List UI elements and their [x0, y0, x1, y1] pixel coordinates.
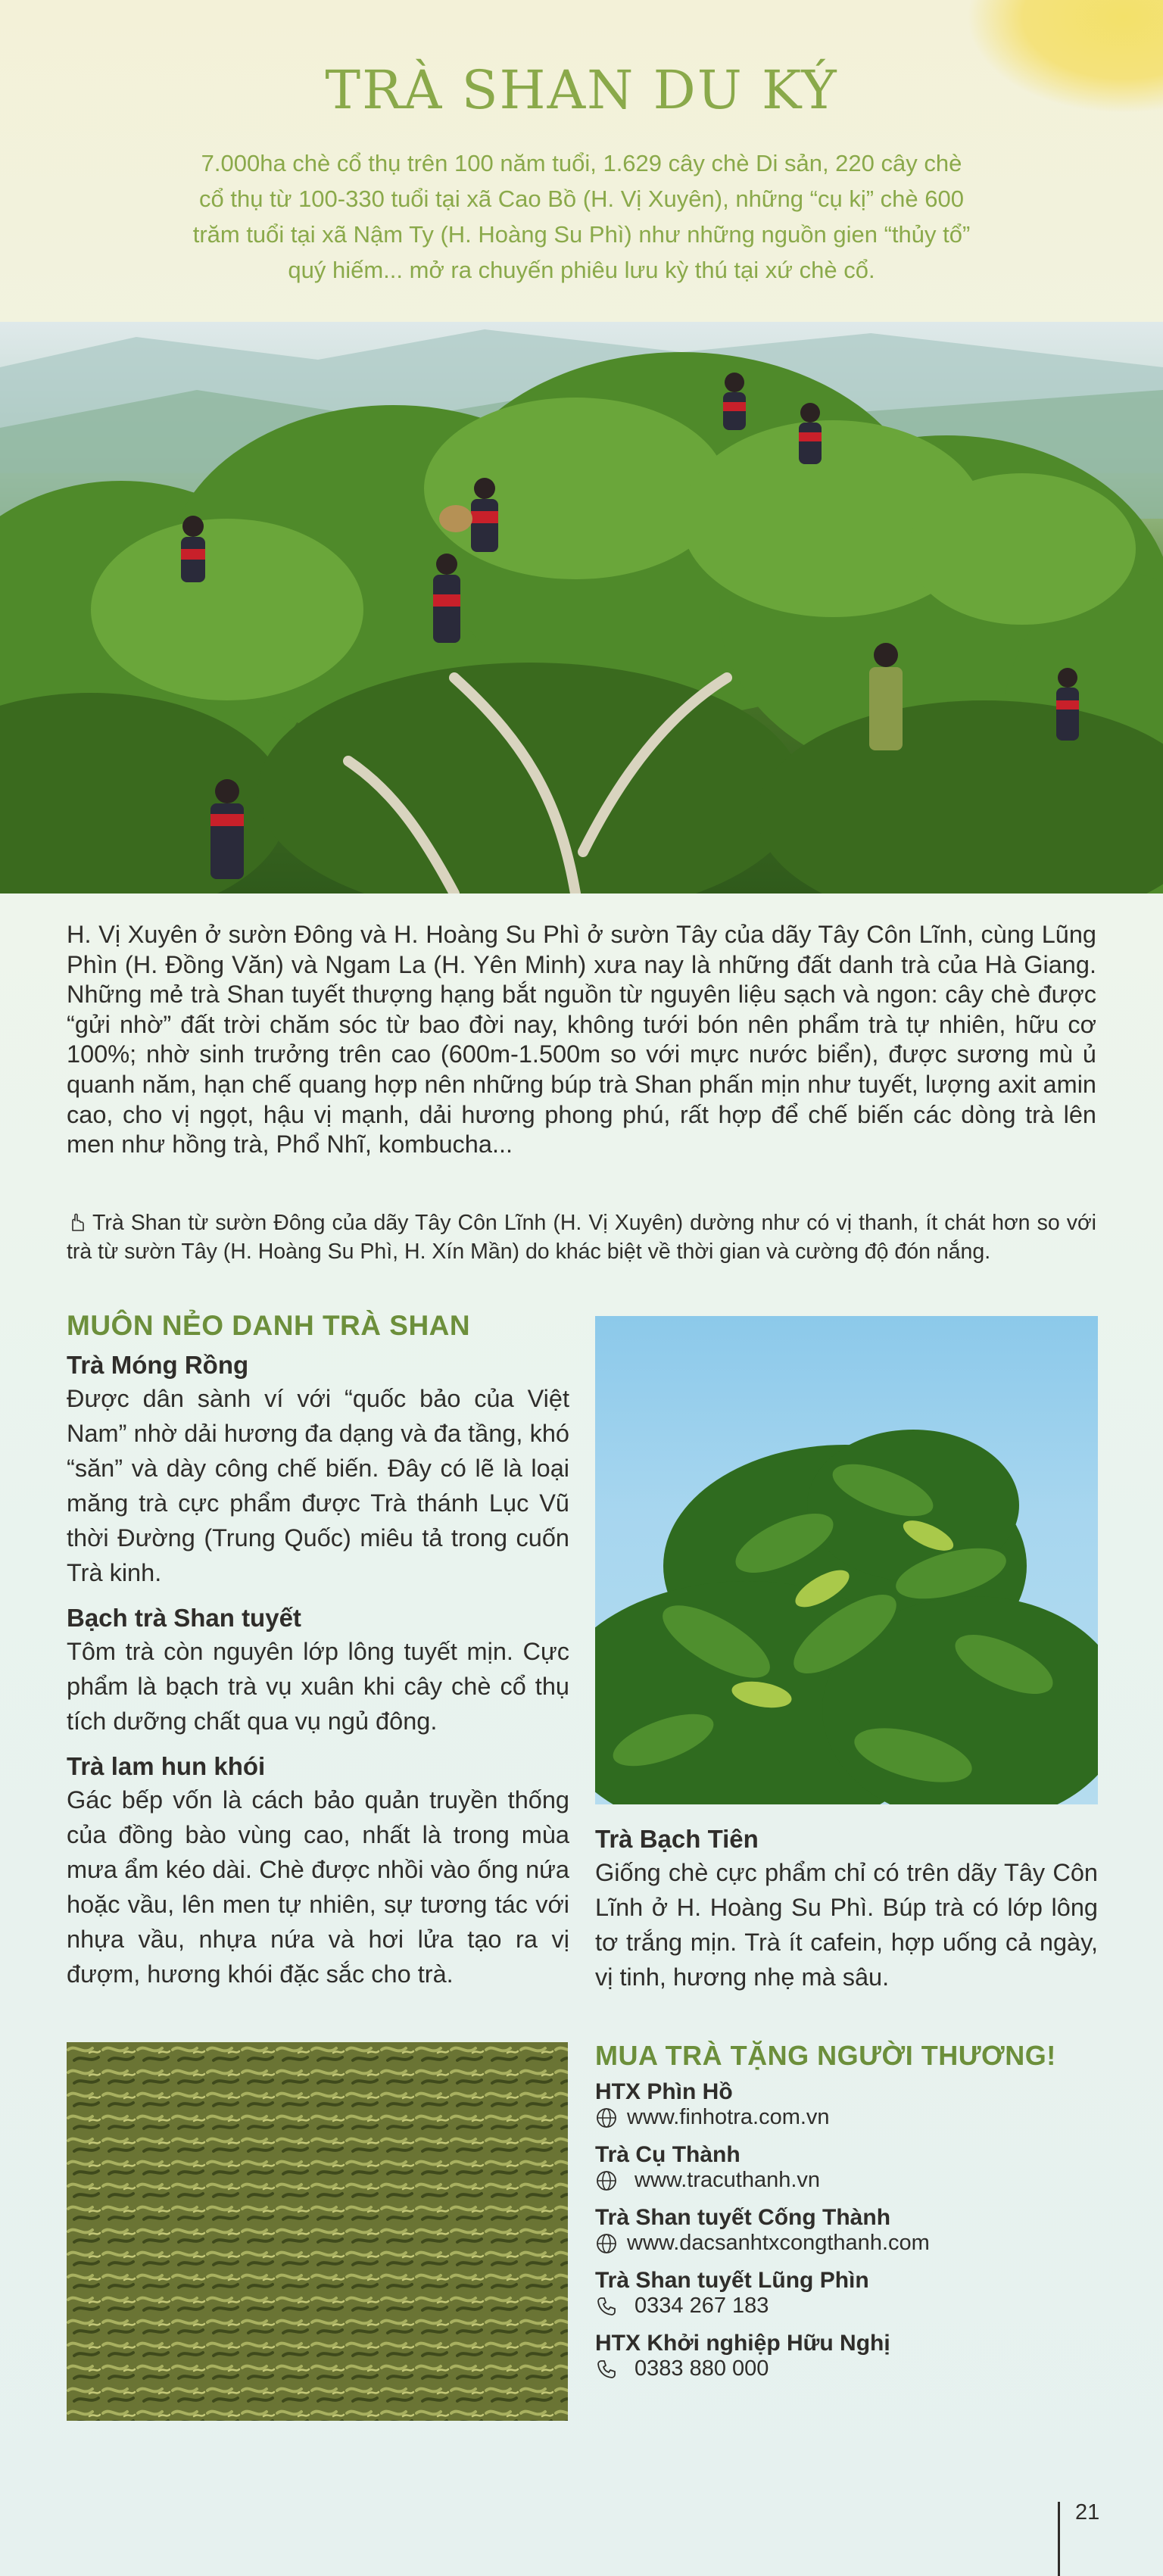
- note-text: Trà Shan từ sườn Đông của dãy Tây Côn Lĩnh (H. Vị Xuyên) dường như có vị thanh, ít chát hơn so với trà từ sườn Tây (H. Hoàng Su Phì, H. Xín Mần) do khác biệt về thời gian và cường độ đón nắng.: [67, 1211, 1096, 1264]
- variety-text: Giống chè cực phẩm chỉ có trên dãy Tây Côn Lĩnh ở H. Hoàng Su Phì. Búp trà có lớp lông tơ trắng mịn. Trà ít cafein, hợp uống cả ngày, vị tinh, hương nhẹ mà sâu.: [595, 1859, 1098, 1991]
- shop-website-link[interactable]: www.dacsanhtxcongthanh.com: [627, 2231, 930, 2255]
- phone-icon: [595, 2295, 618, 2318]
- shop-contact-row: [595, 2231, 1098, 2256]
- variety-text: Gác bếp vốn là cách bảo quản truyền thống của đồng bào vùng cao, nhất là trong mùa mưa ẩm kéo dài. Chè được nhồi vào ống nứa hoặc vầu, lên men tự nhiên, sự tương tác với nhựa vầu, nhựa nứa và hơi lửa tạo ra vị đượm, hương khói đặc sắc cho trà.: [67, 1786, 569, 1988]
- globe-icon: [595, 2232, 618, 2255]
- shop-item: [595, 2079, 1098, 2130]
- shops-section: [595, 2040, 1098, 2381]
- shop-name: Trà Shan tuyết Lũng Phìn: [595, 2268, 869, 2293]
- page-divider-line: [1058, 2502, 1060, 2576]
- shop-contact-row: [595, 2356, 1098, 2381]
- shop-contact-row: [595, 2105, 1098, 2130]
- photo-tea-leaves-sky: [595, 1316, 1098, 1804]
- shop-phone[interactable]: 0383 880 000: [635, 2356, 769, 2381]
- shop-contact-row: [595, 2168, 1098, 2193]
- photo-dried-tea-leaves: [67, 2042, 568, 2421]
- shop-website-link[interactable]: www.tracuthanh.vn: [635, 2168, 821, 2192]
- variety-text: Được dân sành ví với “quốc bảo của Việt Nam” nhờ dải hương đa dạng và đa tầng, khó “săn” và dày công chế biến. Đây có lẽ là loại măng trà cực phẩm được Trà thánh Lục Vũ thời Đường (Trung Quốc) miêu tả trong cuốn Trà kinh.: [67, 1385, 569, 1586]
- shop-name: Trà Shan tuyết Cống Thành: [595, 2205, 891, 2230]
- hero-photo-tea-pickers: [0, 322, 1163, 893]
- shop-item: [595, 2331, 1098, 2381]
- article-note: [67, 1208, 1096, 1266]
- shop-name: HTX Khởi nghiệp Hữu Nghị: [595, 2331, 890, 2356]
- article-paragraph: H. Vị Xuyên ở sườn Đông và H. Hoàng Su Phì ở sườn Tây của dãy Tây Côn Lĩnh, cùng Lũng Phìn (H. Đồng Văn) và Ngam La (H. Yên Minh) xưa nay là những đất danh trà của Hà Giang. Những mẻ trà Shan tuyết thượng hạng bắt nguồn từ nguyên liệu sạch và ngon: cây chè được “gửi nhờ” đất trời chăm sóc từ bao đời nay, không tưới bón nên phẩm trà tự nhiên, hữu cơ 100%; nhờ sinh trưởng trên cao (600m-1.500m so với mực nước biển), được sương mù ủ quanh năm, hạn chế quang hợp nên những búp trà Shan phấn mịn như tuyết, lượng axit amin cao, cho vị ngọt, hậu vị mạnh, dải hương phong phú, rất hợp để chế biến các dòng trà lên men như hồng trà, Phổ Nhĩ, kombucha...: [67, 921, 1096, 1159]
- variety-name: Bạch trà Shan tuyết: [67, 1604, 301, 1632]
- shop-name: Trà Cụ Thành: [595, 2142, 741, 2167]
- globe-icon: [595, 2107, 618, 2129]
- globe-icon: [595, 2169, 618, 2192]
- phone-icon: [595, 2358, 618, 2381]
- variety-name: Trà Móng Rồng: [67, 1351, 249, 1379]
- intro-text: 7.000ha chè cổ thụ trên 100 năm tuổi, 1.629 cây chè Di sản, 220 cây chè cổ thụ từ 100-330 tuổi tại xã Cao Bồ (H. Vị Xuyên), những “cụ kị” chè 600 trăm tuổi tại xã Nậm Ty (H. Hoàng Su Phì) như những nguồn gien “thủy tổ” quý hiếm... mở ra chuyến phiêu lưu kỳ thú tại xứ chè cổ.: [192, 150, 971, 283]
- shop-item: [595, 2205, 1098, 2256]
- shop-contact-row: [595, 2294, 1098, 2319]
- variety-bach-tien: [595, 1825, 1098, 1994]
- shop-name: HTX Phìn Hồ: [595, 2079, 733, 2104]
- varieties-section: [67, 1310, 569, 1991]
- shop-item: [595, 2142, 1098, 2193]
- shop-phone[interactable]: 0334 267 183: [635, 2294, 769, 2318]
- hand-pointer-icon: [67, 1212, 86, 1232]
- page-title: TRÀ SHAN DU KÝ: [325, 59, 838, 121]
- varieties-title: MUÔN NẺO DANH TRÀ SHAN: [67, 1310, 471, 1341]
- shops-title: MUA TRÀ TẶNG NGƯỜI THƯƠNG!: [595, 2040, 1056, 2071]
- variety-text: Tôm trà còn nguyên lớp lông tuyết mịn. Cực phẩm là bạch trà vụ xuân khi cây chè cổ thụ tích dưỡng chất qua vụ ngủ đông.: [67, 1638, 569, 1735]
- variety-name: Trà lam hun khói: [67, 1752, 266, 1780]
- shop-item: [595, 2268, 1098, 2319]
- variety-name: Trà Bạch Tiên: [595, 1825, 759, 1853]
- shop-website-link[interactable]: www.finhotra.com.vn: [627, 2105, 830, 2129]
- page-number: 21: [1075, 2500, 1100, 2525]
